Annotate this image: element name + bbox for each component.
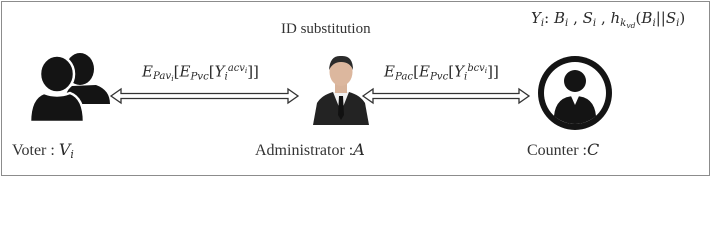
- counter-formula: $Y_i$: $B_i$ , $S_i$ , $h_{kvd}(B_i||S_i)$: [531, 9, 686, 30]
- counter-label: Counter :C: [527, 140, 600, 159]
- message-voter-to-admin: $E_{Pavi}[E_{Pvc}[Y_i^{acvi}]]$: [142, 62, 259, 84]
- diagram-title: ID substitution: [281, 21, 371, 37]
- arrow-admin-counter: [363, 89, 529, 103]
- administrator-icon: [313, 56, 369, 125]
- voter-icon: [30, 53, 110, 122]
- message-admin-to-counter: $E_{Pac}[E_{Pvc}[Y_i^{bcvi}]]$: [384, 62, 499, 83]
- administrator-label: Administrator :A: [255, 140, 365, 159]
- counter-icon: [538, 56, 612, 130]
- voter-label: Voter : $V_i$: [12, 140, 74, 162]
- arrow-voter-admin: [111, 89, 298, 103]
